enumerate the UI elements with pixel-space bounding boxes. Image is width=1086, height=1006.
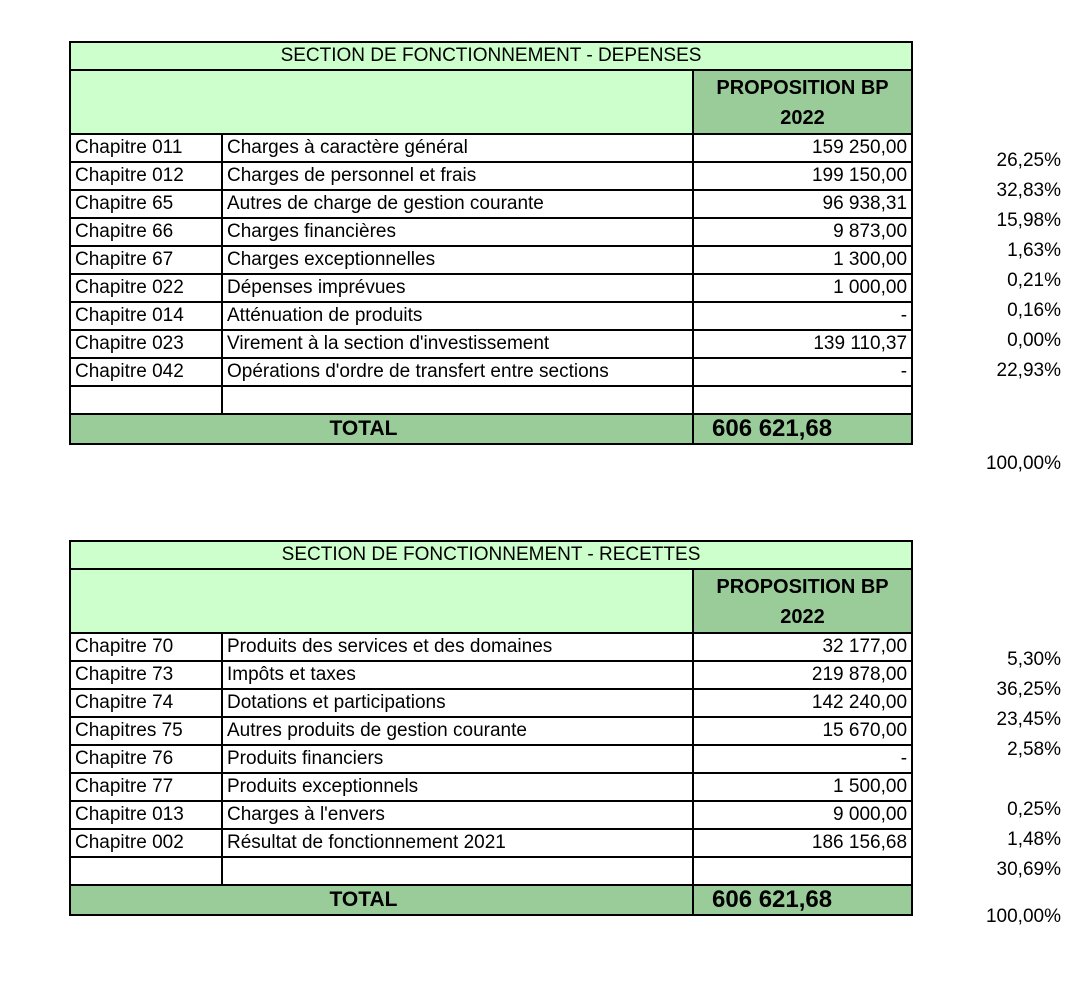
montant-cell: 96 938,31: [693, 190, 912, 218]
empty-cell: [222, 857, 693, 885]
table-row: [70, 190, 912, 218]
chapitre-cell: Chapitre 023: [70, 330, 222, 358]
table-row: [70, 274, 912, 302]
chapitre-cell: Chapitre 042: [70, 358, 222, 386]
total-row: [70, 414, 912, 444]
total-percent: 100,00%: [985, 453, 1061, 474]
depenses-table: [69, 41, 913, 445]
total-value: 606 621,68: [693, 414, 912, 444]
total-label: TOTAL: [70, 885, 693, 915]
percent-value: 1,63%: [1007, 240, 1061, 261]
recettes-table: [69, 540, 913, 916]
libelle-cell: Charges à caractère général: [222, 134, 693, 162]
empty-cell: [70, 386, 222, 414]
montant-cell: 32 177,00: [693, 633, 912, 661]
chapitre-cell: Chapitre 014: [70, 302, 222, 330]
table-row: [70, 330, 912, 358]
montant-cell: -: [693, 745, 912, 773]
recettes-section: [69, 540, 1079, 927]
chapitre-cell: Chapitre 002: [70, 829, 222, 857]
table-row: [70, 162, 912, 190]
chapitre-cell: Chapitre 67: [70, 246, 222, 274]
table-row: [70, 689, 912, 717]
table-row: [70, 745, 912, 773]
percent-value: 1,48%: [1007, 829, 1061, 850]
percent-value: 36,25%: [996, 679, 1061, 700]
montant-cell: 1 300,00: [693, 246, 912, 274]
chapitre-cell: Chapitres 75: [70, 717, 222, 745]
table-row: [70, 633, 912, 661]
chapitre-cell: Chapitre 70: [70, 633, 222, 661]
table-row: [70, 661, 912, 689]
libelle-cell: Dotations et participations: [222, 689, 693, 717]
table-row: [70, 134, 912, 162]
recettes-header-blank: [70, 569, 693, 633]
montant-cell: 142 240,00: [693, 689, 912, 717]
empty-row: [70, 386, 912, 414]
total-value: 606 621,68: [693, 885, 912, 915]
libelle-cell: Charges financières: [222, 218, 693, 246]
chapitre-cell: Chapitre 73: [70, 661, 222, 689]
empty-cell: [693, 857, 912, 885]
libelle-cell: Produits des services et des domaines: [222, 633, 693, 661]
percent-value: 30,69%: [996, 859, 1061, 880]
libelle-cell: Autres de charge de gestion courante: [222, 190, 693, 218]
chapitre-cell: Chapitre 74: [70, 689, 222, 717]
montant-cell: 199 150,00: [693, 162, 912, 190]
libelle-cell: Opérations d'ordre de transfert entre sections: [222, 358, 693, 386]
montant-cell: 9 873,00: [693, 218, 912, 246]
montant-cell: 159 250,00: [693, 134, 912, 162]
chapitre-cell: Chapitre 013: [70, 801, 222, 829]
table-row: [70, 829, 912, 857]
chapitre-cell: Chapitre 77: [70, 773, 222, 801]
libelle-cell: Résultat de fonctionnement 2021: [222, 829, 693, 857]
montant-cell: 139 110,37: [693, 330, 912, 358]
recettes-column-header: PROPOSITION BP 2022: [693, 569, 912, 633]
table-row: [70, 302, 912, 330]
percent-value: 0,21%: [1007, 270, 1061, 291]
libelle-cell: Virement à la section d'investissement: [222, 330, 693, 358]
total-label: TOTAL: [70, 414, 693, 444]
percent-value: 15,98%: [996, 210, 1061, 231]
chapitre-cell: Chapitre 65: [70, 190, 222, 218]
percent-value: 22,93%: [996, 360, 1061, 381]
montant-cell: 15 670,00: [693, 717, 912, 745]
libelle-cell: Autres produits de gestion courante: [222, 717, 693, 745]
chapitre-cell: Chapitre 022: [70, 274, 222, 302]
table-row: [70, 246, 912, 274]
table-row: [70, 717, 912, 745]
table-row: [70, 358, 912, 386]
montant-cell: 219 878,00: [693, 661, 912, 689]
table-row: [70, 218, 912, 246]
percent-value: 2,58%: [1007, 739, 1061, 760]
table-row: [70, 801, 912, 829]
percent-value: 32,83%: [996, 180, 1061, 201]
percent-value: [931, 386, 1061, 416]
depenses-header-blank: [70, 70, 693, 134]
libelle-cell: Charges de personnel et frais: [222, 162, 693, 190]
depenses-section: [69, 41, 1079, 474]
libelle-cell: Produits financiers: [222, 745, 693, 773]
montant-cell: 1 500,00: [693, 773, 912, 801]
empty-cell: [693, 386, 912, 414]
empty-row: [70, 857, 912, 885]
percent-value: 0,16%: [1007, 300, 1061, 321]
depenses-title: SECTION DE FONCTIONNEMENT - DEPENSES: [70, 42, 912, 70]
empty-cell: [222, 386, 693, 414]
percent-value: 5,30%: [1007, 649, 1061, 670]
montant-cell: 9 000,00: [693, 801, 912, 829]
table-row: [70, 773, 912, 801]
libelle-cell: Charges à l'envers: [222, 801, 693, 829]
percent-value: 0,25%: [1007, 799, 1061, 820]
percent-value: 26,25%: [996, 150, 1061, 171]
empty-cell: [70, 857, 222, 885]
depenses-column-header: PROPOSITION BP 2022: [693, 70, 912, 134]
libelle-cell: Charges exceptionnelles: [222, 246, 693, 274]
montant-cell: -: [693, 302, 912, 330]
libelle-cell: Produits exceptionnels: [222, 773, 693, 801]
chapitre-cell: Chapitre 012: [70, 162, 222, 190]
montant-cell: 1 000,00: [693, 274, 912, 302]
chapitre-cell: Chapitre 011: [70, 134, 222, 162]
percent-value: 0,00%: [1007, 330, 1061, 351]
total-percent: 100,00%: [985, 906, 1061, 927]
libelle-cell: Impôts et taxes: [222, 661, 693, 689]
chapitre-cell: Chapitre 66: [70, 218, 222, 246]
chapitre-cell: Chapitre 76: [70, 745, 222, 773]
percent-value: [931, 765, 1061, 795]
total-row: [70, 885, 912, 915]
libelle-cell: Atténuation de produits: [222, 302, 693, 330]
percent-value: 23,45%: [996, 709, 1061, 730]
recettes-title: SECTION DE FONCTIONNEMENT - RECETTES: [70, 541, 912, 569]
montant-cell: 186 156,68: [693, 829, 912, 857]
libelle-cell: Dépenses imprévues: [222, 274, 693, 302]
montant-cell: -: [693, 358, 912, 386]
